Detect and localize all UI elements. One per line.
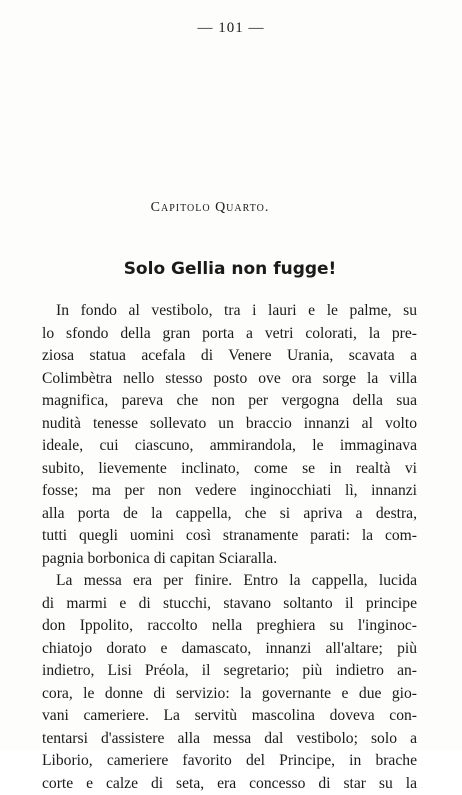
text-line: ideale, cui ciascuno, ammirandola, le immaginava [42,435,417,458]
text-line: fosse; ma per non vedere inginocchiati lì, innanzi [42,480,417,503]
text-line: tutti quegli uomini così stranamente parati: la com- [42,525,417,548]
paragraph-2 [42,570,417,795]
chapter-label: Capitolo Quarto. [0,200,410,216]
text-line: chiatojo dorato e damascato, innanzi all'altare; più [42,638,417,661]
text-line: pagnia borbonica di capitan Sciaralla. [42,548,417,571]
text-line: subito, lievemente inclinato, come se in realtà vi [42,458,417,481]
text-line: vani cameriere. La servitù mascolina doveva con- [42,705,417,728]
chapter-title: Solo Gellia non fugge! [0,259,440,279]
text-line: magnifica, pareva che non per vergogna della sua [42,390,417,413]
text-line: di marmi e di stucchi, stavano soltanto il principe [42,593,417,616]
text-line: Liborio, cameriere favorito del Principe, in brache [42,750,417,773]
text-line: nudità tenesse sollevato un braccio innanzi al volto [42,413,417,436]
text-line: tentarsi d'assistere alla messa dal vestibolo; solo a [42,728,417,751]
text-line: cora, le donne di servizio: la governante e due gio- [42,683,417,706]
page-number: — 101 — [0,20,462,37]
text-line: corte e calze di seta, era concesso di star su la [42,773,417,795]
text-line: don Ippolito, raccolto nella preghiera su l'inginoc- [42,615,417,638]
text-line: indietro, Lisi Préola, il segretario; più indietro an- [42,660,417,683]
text-line: ziosa statua acefala di Venere Urania, scavata a [42,345,417,368]
text-line: alla porta de la cappella, che si apriva a destra, [42,503,417,526]
text-line: Colimbètra nello stesso posto ove ora sorge la villa [42,368,417,391]
text-line: La messa era per finire. Entro la cappella, lucida [42,570,417,593]
paragraph-1 [42,300,417,570]
text-line: lo sfondo della gran porta a vetri colorati, la pre- [42,323,417,346]
text-line: In fondo al vestibolo, tra i lauri e le palme, su [42,300,417,323]
body-text [42,300,417,795]
